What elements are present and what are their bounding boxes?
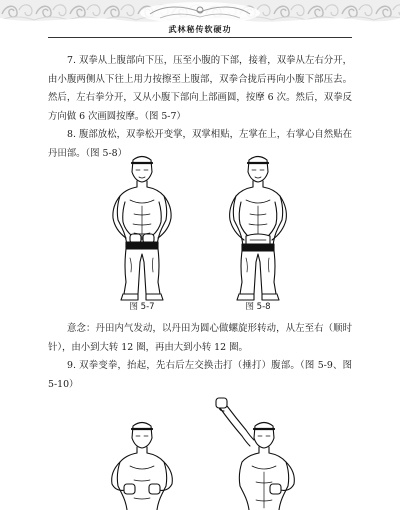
figure-5-8-caption: 图 5-8	[245, 302, 271, 312]
paragraph-step-9: 9. 双拳变拳，抬起，先右后左交换击打（捶打）腹部。（图 5-9、图 5-10）	[48, 360, 352, 390]
header-divider	[48, 37, 352, 38]
running-head-title: 武林秘传软硬功	[168, 24, 232, 34]
figure-5-10-illustration	[206, 396, 310, 510]
paragraph-step-7: 7. 双拳从上腹部向下压，压至小腹的下部，接着，双拳从左右分开，由小腹两侧从下往上用力按擦至上腹部，双拳合拢后再向小腹下部压去。然后，左右拳分开，又从小腹下部向上部画圆，按摩 6 次。然后，双拳反方向做 6 次画圆按摩。（图 5-7）	[48, 55, 352, 122]
paragraph-step-8: 8. 腹部放松，双拳松开变掌，双掌相贴，左掌在上，右掌心自然贴在丹田部。（图 5-8）	[48, 129, 352, 159]
figure-5-8-illustration	[212, 154, 304, 302]
figure-5-7-illustration	[96, 154, 188, 302]
figure-5-9-illustration	[96, 418, 188, 510]
figure-5-7-caption: 图 5-7	[129, 302, 155, 312]
paragraph-intent: 意念：丹田内气发动，以丹田为圆心做螺旋形转动，从左至右（顺时针），由小到大转 12 圈，再由大到小转 12 圈。	[48, 323, 352, 353]
